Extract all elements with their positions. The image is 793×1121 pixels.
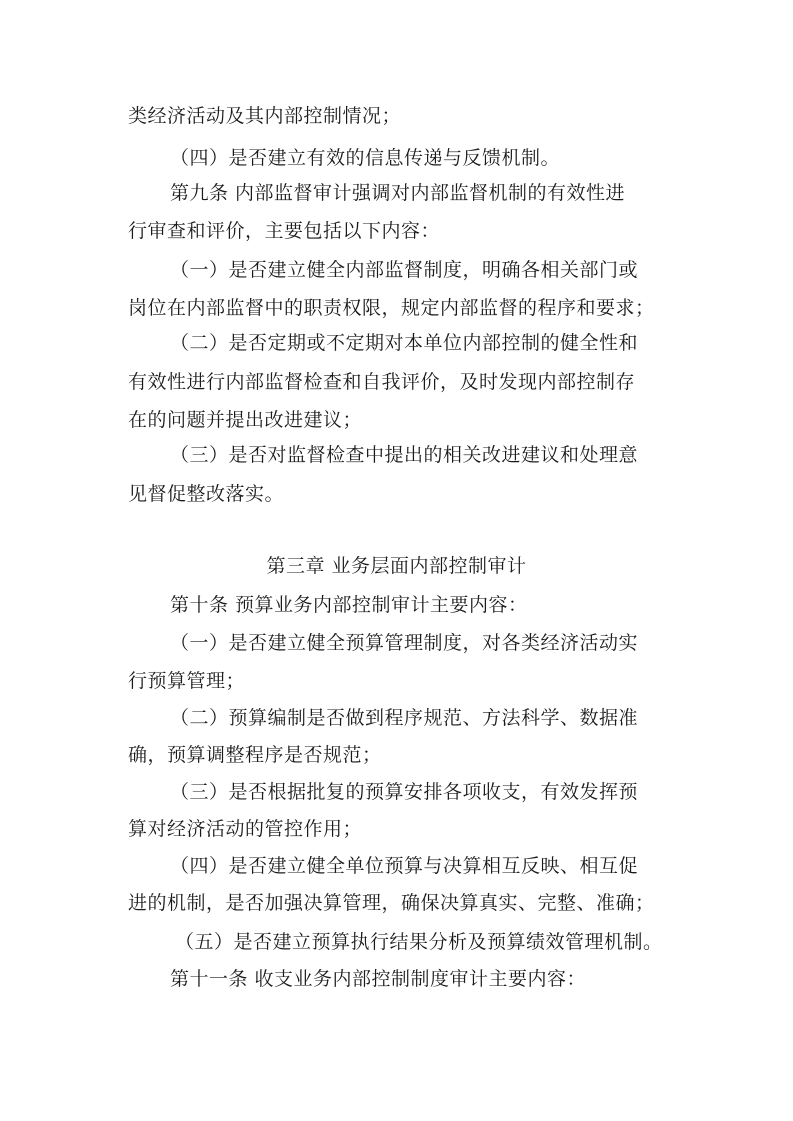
article-9-heading: 第九条 内部监督审计强调对内部监督机制的有效性进 [170, 182, 626, 204]
paragraph-line: （四）是否建立健全单位预算与决算相互反映、相互促 [170, 855, 639, 877]
article-11-heading: 第十一条 收支业务内部控制制度审计主要内容： [170, 968, 587, 990]
chapter-title: 第三章 业务层面内部控制审计 [266, 555, 527, 577]
paragraph-line: （一）是否建立健全预算管理制度，对各类经济活动实 [170, 632, 639, 654]
paragraph-line: 行预算管理； [128, 670, 246, 692]
paragraph-line: （三）是否根据批复的预算安排各项收支，有效发挥预 [170, 781, 639, 803]
paragraph-line: 有效性进行内部监督检查和自我评价，及时发现内部控制存 [128, 371, 636, 393]
paragraph-line: （一）是否建立健全内部监督制度，明确各相关部门或 [170, 259, 639, 281]
paragraph-line: 算对经济活动的管控作用； [128, 818, 363, 840]
paragraph-line: 行审查和评价，主要包括以下内容： [128, 220, 441, 242]
paragraph-line: 见督促整改落实。 [128, 483, 285, 505]
paragraph-line: 类经济活动及其内部控制情况； [128, 105, 402, 127]
paragraph-line: 在的问题并提出改进建议； [128, 409, 363, 431]
paragraph-line: （三）是否对监督检查中提出的相关改进建议和处理意 [170, 444, 639, 466]
paragraph-line: （二）是否定期或不定期对本单位内部控制的健全性和 [170, 332, 639, 354]
paragraph-line: （四）是否建立有效的信息传递与反馈机制。 [170, 147, 561, 169]
article-10-heading: 第十条 预算业务内部控制审计主要内容： [170, 594, 528, 616]
paragraph-line: 进的机制，是否加强决算管理，确保决算真实、完整、准确； [128, 892, 655, 914]
paragraph-line: （五）是否建立预算执行结果分析及预算绩效管理机制。 [175, 931, 663, 953]
paragraph-line: 确，预算调整程序是否规范； [128, 744, 382, 766]
paragraph-line: （二）预算编制是否做到程序规范、方法科学、数据准 [170, 707, 639, 729]
paragraph-line: 岗位在内部监督中的职责权限，规定内部监督的程序和要求； [128, 297, 655, 319]
